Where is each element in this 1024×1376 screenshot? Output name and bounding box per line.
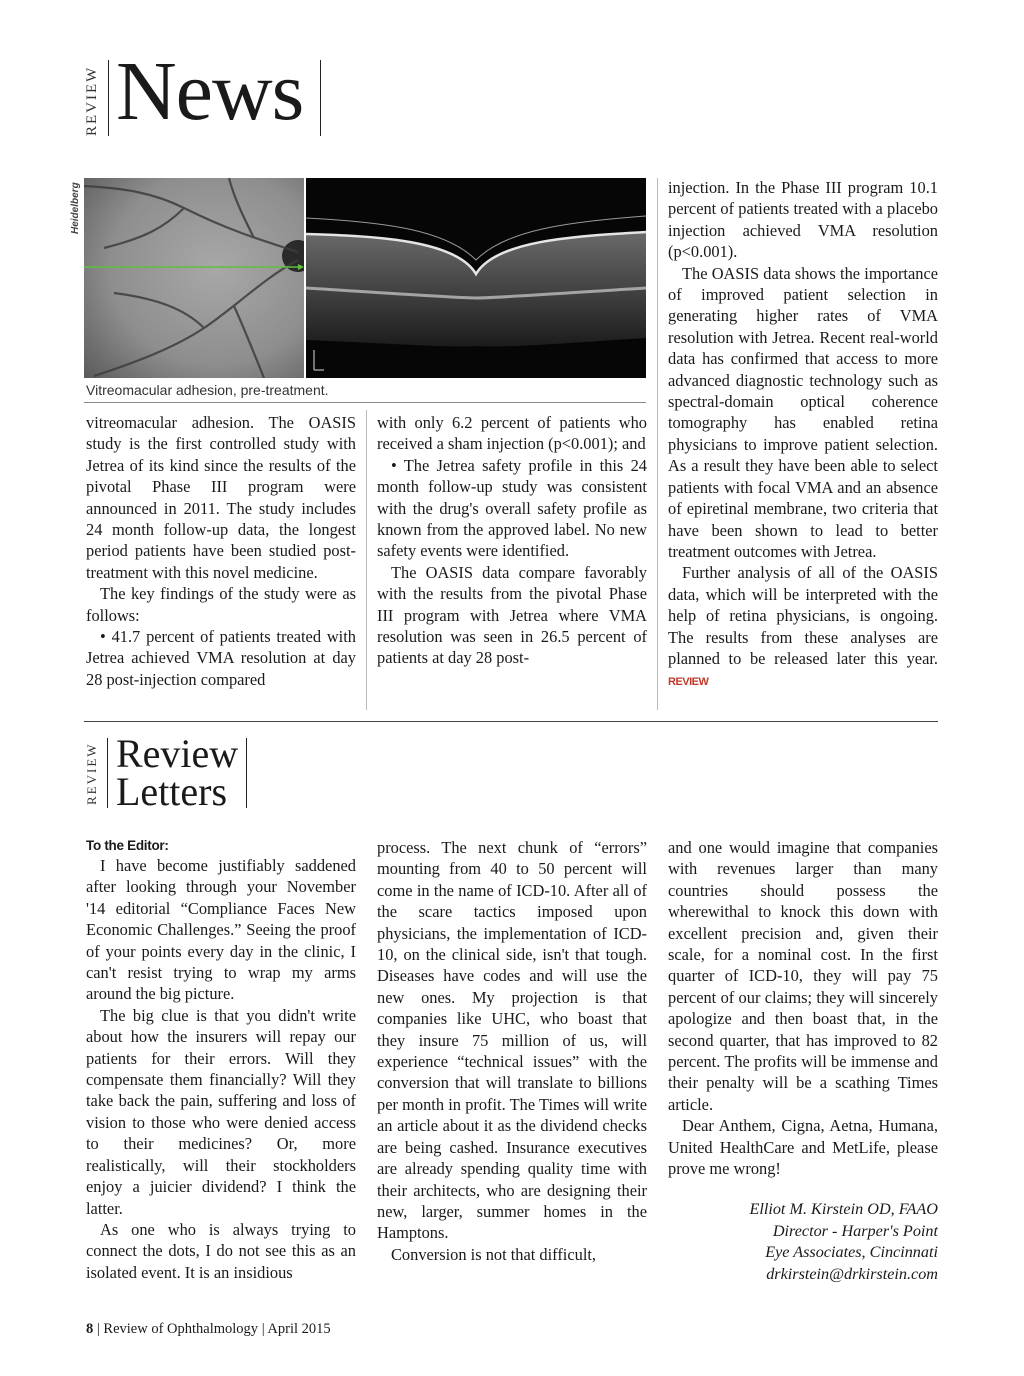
masthead-divider-right [320, 60, 321, 136]
end-review-tag: REVIEW [668, 676, 709, 689]
paragraph: • The Jetrea safety profile in this 24 month follow-up study was consistent with the drug's overall safety profile as known from the approved label. No new safety events were identified. [377, 455, 647, 561]
masthead-divider-left [108, 60, 109, 136]
oct-illustration [306, 178, 646, 378]
signature-name: Elliot M. Kirstein OD, FAAO [749, 1200, 938, 1218]
salutation: To the Editor: [86, 838, 169, 853]
page-number: 8 [86, 1321, 94, 1337]
paragraph: vitreomacular adhesion. The OASIS study is the first controlled study with Jetrea of its kind since the results of the pivotal Phase III program were announced in 2011. The study includes 24 month follow-up data, the longest period patients have been studied post-treatment with this novel medicine. [86, 413, 356, 582]
page-footer [86, 1321, 331, 1338]
paragraph: • 41.7 percent of patients treated with Jetrea achieved VMA resolution at day 28 post-injection compared [86, 627, 356, 689]
news-title: News [116, 45, 304, 138]
signature-affiliation: Eye Associates, Cincinnati [765, 1243, 938, 1261]
letters-divider-right [246, 738, 247, 808]
paragraph: As one who is always trying to connect the dots, I do not see this as an isolated event. It is an insidious [86, 1219, 356, 1282]
caption-rule [84, 402, 646, 403]
photo-credit: Heidelberg [70, 182, 81, 234]
paragraph: process. The next chunk of “errors” mounting from 40 to 50 percent will come in the name of ICD-10. After all of the scare tactics imposed upon physicians, the implementation of ICD-10, on the clinical side, isn't that tough. Diseases have codes and will use the new ones. My projection is that companies like UHC, who boast that they insure 75 million of us, will experience “technical issues” with the conversion that will translate to billions per month in profit. The Times will write an article about it as the dividend checks are being cashed. Insurance executives are already spending quality time with their architects, who are designing their new, larger, summer homes in the Hamptons. [377, 838, 647, 1243]
paragraph: and one would imagine that companies with revenues larger than many countries should possess the wherewithal to knock this down with excellent precision and, given their scale, for a nominal cost. In the first quarter of ICD-10, they will pay 75 percent of our claims; they will sincerely apologize and then boast that, in the second quarter, that has improved to 82 percent. The profits will be immense and their penalty will be a scathing Times article. [668, 838, 938, 1114]
paragraph-text: Further analysis of all of the OASIS data, which will be interpreted with the help of retina physicians, is ongoing. The results from these analyses are planned to be released later this year. [668, 563, 938, 668]
signature-block [668, 1199, 938, 1285]
paragraph: Conversion is not that difficult, [391, 1244, 597, 1264]
letters-column-1 [86, 837, 356, 1283]
letters-title-line2: Letters [116, 769, 228, 814]
paragraph: I have become justifiably saddened after looking through your November '14 editorial “Compliance Faces New Economic Challenges.” Seeing the proof of your points every day in the clinic, I can't resist trying to wrap my arms around the big picture. [86, 856, 356, 1004]
issue-date: April 2015 [267, 1321, 331, 1337]
paragraph: The OASIS data shows the importance of improved patient selection in generating higher rates of VMA resolution with Jetrea. Recent real-world data has confirmed that access to more advanced diagnostic technology such as spectral-domain optical coherence tomography has enabled retina physicians to improve patient selection. As a result they have been able to select patients with focal VMA and an absence of epiretinal membrane, two criteria that have been shown to lead to better treatment outcomes with Jetrea. [668, 263, 938, 561]
footer-separator: | [96, 1321, 104, 1337]
paragraph: The key findings of the study were as follows: [86, 584, 356, 625]
fundus-image [84, 178, 304, 378]
paragraph: The big clue is that you didn't write about how the insurers will repay our patients for their errors. Will they compensate them financially? Will they take back the pain, suffering and loss of vision to those who were denied access to their medicines? Or, more realistically, will their stockholders enjoy a juicier dividend? I think the latter. [86, 1005, 356, 1218]
footer-separator: | [261, 1321, 268, 1337]
news-column-1 [86, 412, 356, 690]
signature-email[interactable]: drkirstein@drkirstein.com [766, 1264, 938, 1283]
paragraph: The OASIS data compare favorably with the results from the pivotal Phase III program with Jetrea where VMA resolution was seen in 26.5 percent of patients at day 28 post- [377, 562, 647, 668]
paragraph: with only 6.2 percent of patients who received a sham injection (p<0.001); and [377, 413, 647, 454]
fundus-illustration [84, 178, 304, 378]
section-divider [84, 721, 938, 722]
publication-name: Review of Ophthalmology [103, 1321, 259, 1337]
paragraph: Dear Anthem, Cigna, Aetna, Humana, United HealthCare and MetLife, please prove me wrong! [668, 1116, 938, 1179]
figure-caption: Vitreomacular adhesion, pre-treatment. [86, 382, 329, 398]
letters-column-3 [668, 837, 938, 1180]
news-column-2 [377, 412, 647, 669]
paragraph [668, 562, 938, 693]
signature-title: Director - Harper's Point [772, 1221, 938, 1240]
news-section-label: REVIEW [84, 65, 100, 137]
letters-divider-left [107, 738, 108, 808]
paragraph: injection. In the Phase III program 10.1 percent of patients treated with a placebo injection achieved VMA resolution (p<0.001). [668, 178, 938, 262]
letters-title-line1: Review [116, 731, 239, 776]
news-column-3 [668, 177, 938, 694]
letters-section-label: REVIEW [84, 742, 99, 806]
column-rule [366, 410, 367, 710]
oct-scan-image [306, 178, 646, 378]
column-rule [657, 178, 658, 710]
letters-column-2 [377, 837, 647, 1265]
